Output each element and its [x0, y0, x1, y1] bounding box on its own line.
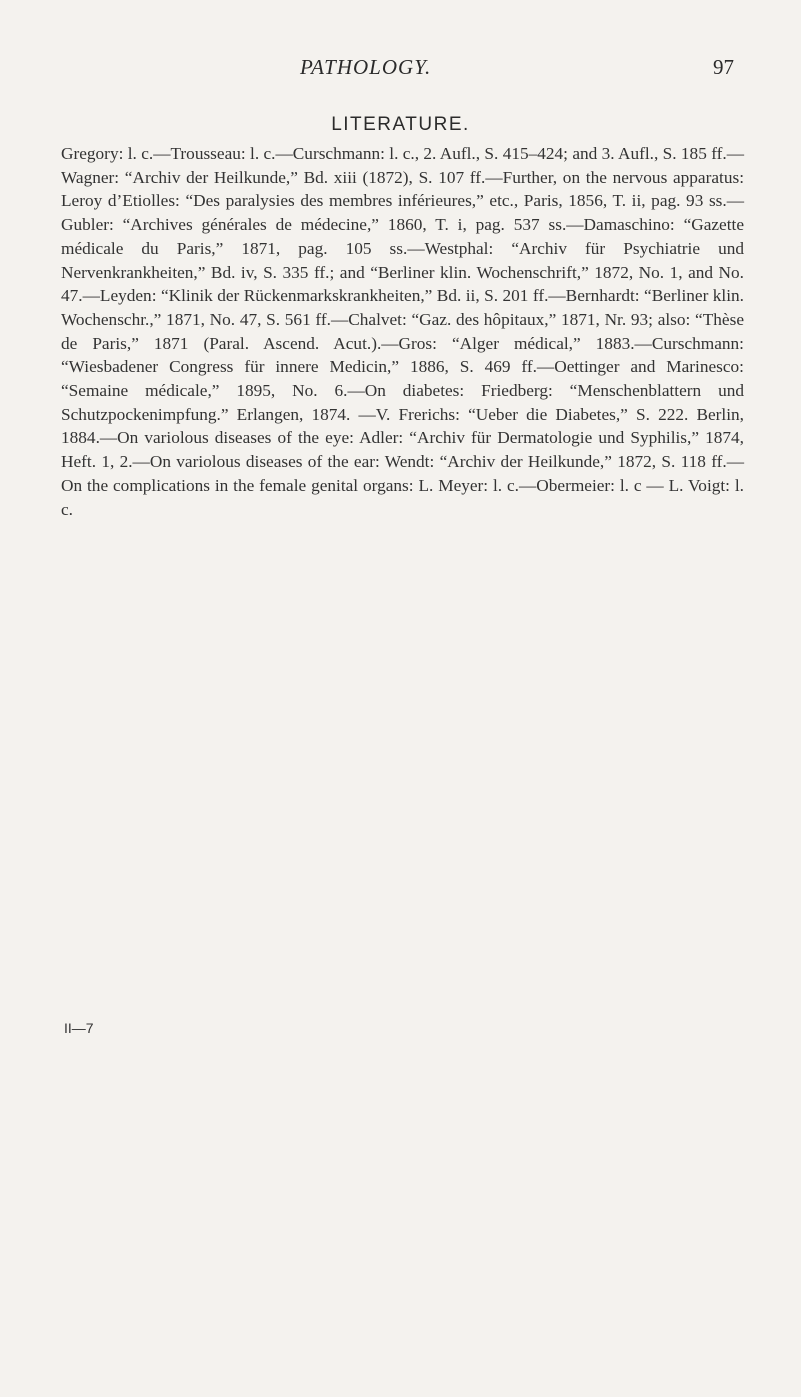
signature-mark: II—7 — [64, 1020, 94, 1036]
running-title: PATHOLOGY. — [300, 55, 432, 79]
literature-paragraph: Gregory: l. c.—Trousseau: l. c.—Curschmann: l. c., 2. Aufl., S. 415–424; and 3. Aufl., S. 185 ff.—Wagner: “Archiv der Heilkunde,” Bd. xiii (1872), S. 107 ff.—Further, on the nervous apparatus: Leroy d’Etiolles: “Des paralysies des membres inférieures,” etc., Paris, 1856, T. ii, pag. 93 ss.—Gubler: “Archives générales de médecine,” 1860, T. i, pag. 537 ss.—Damaschino: “Gazette médicale du Paris,” 1871, pag. 105 ss.—Westphal: “Archiv für Psychiatrie und Nervenkrankheiten,” Bd. iv, S. 335 ff.; and “Berliner klin. Wochenschrift,” 1872, No. 1, and No. 47.—Leyden: “Klinik der Rückenmarkskrankheiten,” Bd. ii, S. 201 ff.—Bernhardt: “Berliner klin. Wochenschr.,” 1871, No. 47, S. 561 ff.—Chalvet: “Gaz. des hôpitaux,” 1871, Nr. 93; also: “Thèse de Paris,” 1871 (Paral. Ascend. Acut.).—Gros: “Alger médical,” 1883.—Curschmann: “Wiesbadener Congress für innere Medicin,” 1886, S. 469 ff.—Oettinger and Marinesco: “Semaine médicale,” 1895, No. 6.—On diabetes: Friedberg: “Menschenblattern und Schutzpockenimpfung.” Erlangen, 1874. —V. Frerichs: “Ueber die Diabetes,” S. 222. Berlin, 1884.—On variolous diseases of the eye: Adler: “Archiv für Dermatologie und Syphilis,” 1874, Heft. 1, 2.—On variolous diseases of the ear: Wendt: “Archiv der Heilkunde,” 1872, S. 118 ff.—On the complications in the female genital organs: L. Meyer: l. c.—Obermeier: l. c — L. Voigt: l. c. — [61, 144, 744, 519]
page-number: 97 — [713, 55, 734, 79]
running-head — [0, 55, 801, 85]
section-heading: LITERATURE. — [331, 114, 470, 135]
